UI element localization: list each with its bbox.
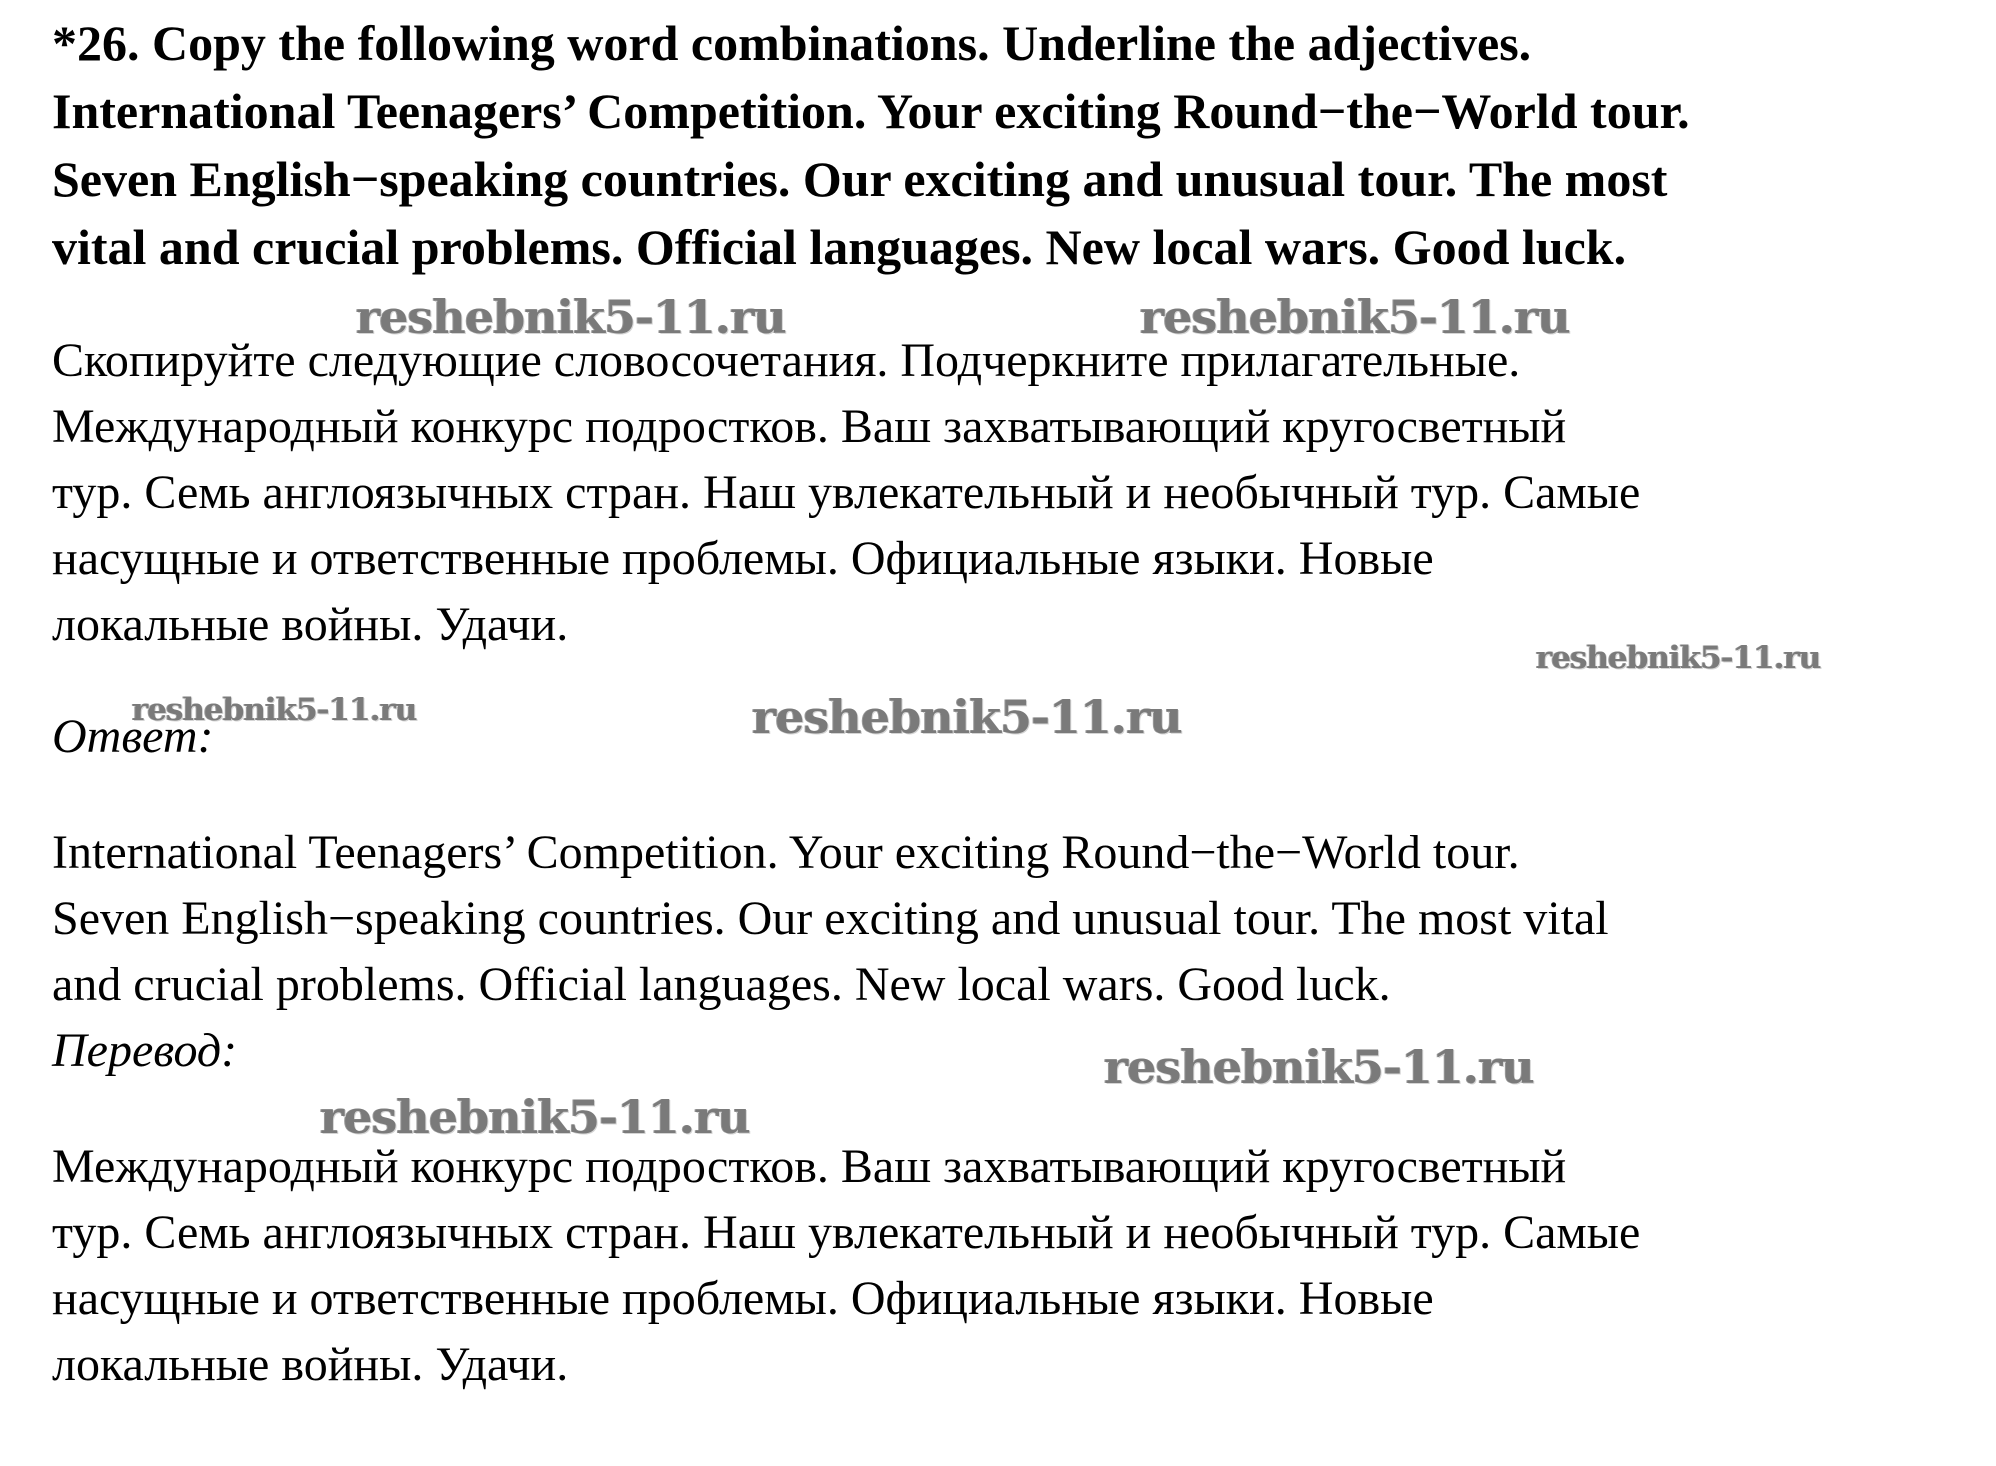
watermark: reshebnik5-11.ru	[1536, 640, 1821, 676]
task-ru-line-5: локальные войны. Удачи.	[52, 598, 569, 651]
translation-line-4: локальные войны. Удачи.	[52, 1338, 569, 1391]
translation-label: Перевод:	[52, 1024, 238, 1077]
task-line-4: vital and crucial problems. Official languages. New local wars. Good luck.	[52, 219, 1627, 275]
task-line-1: *26. Copy the following word combinations. Underline the adjectives.	[52, 15, 1532, 71]
task-line-2: International Teenagers’ Competition. Your exciting Round−the−World tour.	[52, 83, 1690, 139]
watermark: reshebnik5-11.ru	[752, 690, 1182, 744]
watermark: reshebnik5-11.ru	[1140, 290, 1570, 344]
task-line-3: Seven English−speaking countries. Our exciting and unusual tour. The most	[52, 151, 1668, 207]
watermark: reshebnik5-11.ru	[132, 692, 417, 728]
watermark: reshebnik5-11.ru	[356, 290, 786, 344]
translation-line-3: насущные и ответственные проблемы. Официальные языки. Новые	[52, 1272, 1434, 1325]
task-ru-line-2: Международный конкурс подростков. Ваш захватывающий кругосветный	[52, 400, 1567, 453]
task-ru-line-1: Скопируйте следующие словосочетания. Подчеркните прилагательные.	[52, 334, 1521, 387]
answer-line-1: International Teenagers’ Competition. Your exciting Round−the−World tour.	[52, 826, 1520, 879]
task-ru-line-3: тур. Семь англоязычных стран. Наш увлекательный и необычный тур. Самые	[52, 466, 1641, 519]
translation-line-2: тур. Семь англоязычных стран. Наш увлекательный и необычный тур. Самые	[52, 1206, 1641, 1259]
answer-line-3: and crucial problems. Official languages. New local wars. Good luck.	[52, 958, 1391, 1011]
answer-line-2: Seven English−speaking countries. Our exciting and unusual tour. The most vital	[52, 892, 1609, 945]
task-ru-line-4: насущные и ответственные проблемы. Официальные языки. Новые	[52, 532, 1434, 585]
watermark: reshebnik5-11.ru	[320, 1090, 750, 1144]
answer-label: Ответ:	[52, 710, 214, 763]
watermark: reshebnik5-11.ru	[1104, 1040, 1534, 1094]
translation-line-1: Международный конкурс подростков. Ваш захватывающий кругосветный	[52, 1140, 1567, 1193]
